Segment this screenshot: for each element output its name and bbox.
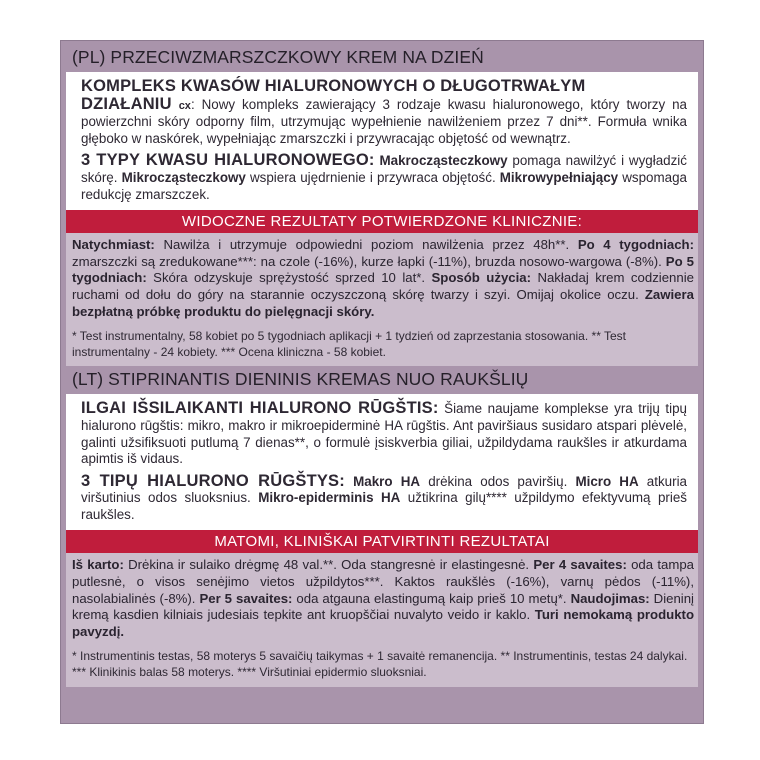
pl-type-micro: Mikrocząsteczkowy xyxy=(121,169,246,185)
pl-results-text xyxy=(66,233,698,324)
pl-usage-label: Sposób użycia: xyxy=(431,270,531,286)
lt-free-sample: Turi nemokamą produkto pavyzdį. xyxy=(72,607,695,639)
lt-result-label-2: Per 4 savaites: xyxy=(533,557,627,573)
lt-result-label-1: Iš karto: xyxy=(72,557,124,573)
lt-result-label-3: Per 5 savaites: xyxy=(199,590,293,606)
lt-type-epidermal: Mikro-epiderminis HA xyxy=(258,490,401,506)
lt-usage-text: Dieninį kremą kasdien kilniais judesiais tepkite ant kruopščiai nuvalyto veido ir kaklo. xyxy=(72,590,694,623)
pl-result-label-2: Po 4 tygodniach: xyxy=(577,237,694,253)
pl-type-micro-text: wspiera ujędrnienie i przywraca objętość. xyxy=(245,169,500,185)
pl-complex-title-cont: DZIAŁANIU xyxy=(81,94,172,113)
pl-section-heading: (PL) PRZECIWZMARSZCZKOWY KREM NA DZIEŃ xyxy=(72,47,484,67)
lt-type-micro: Micro HA xyxy=(575,473,639,489)
lt-acid-title: ILGAI IŠSILAIKANTI HIALURONO RŪGŠTIS: xyxy=(81,399,439,418)
lt-type-micro-text: atkuria viršutinius odos sluoksnius. xyxy=(81,473,687,506)
lt-section-heading: (LT) STIPRINANTIS DIENINIS KREMAS NUO RAUKŠLIŲ xyxy=(72,369,529,390)
lt-results-band: MATOMI, KLINIŠKAI PATVIRTINTI REZULTATAI xyxy=(66,530,698,553)
pl-complex-title: KOMPLEKS KWASÓW HIALURONOWYCH O DŁUGOTRWAŁYM xyxy=(81,77,586,95)
lt-acid-text: Šiame naujame komplekse yra trijų tipų hialurono rūgštis: mikro, makro ir mikroepiderminė HA rūgštis. Ant paviršiaus susidaro atspari plėvelė, galinti užsifiksuoti putlumą 7 dienas**, o formulė įsiskverbia giliai, užpildydama raukšles ir atkurdama apimtis iš vidaus. xyxy=(81,401,687,467)
pl-type-filler: Mikrowypełniający xyxy=(499,169,619,185)
lt-description-box xyxy=(66,394,698,530)
lt-footnote-text: * Instrumentinis testas, 58 moterys 5 savaičių taikymas + 1 savaitė remanencija. ** Instrumentinis, testas 24 dalykai. *** Klinikinis balas 58 moterys. **** Viršutiniai epidermio sluoksniai. xyxy=(72,649,688,680)
product-info-panel xyxy=(60,40,704,724)
pl-description-box xyxy=(66,72,698,210)
pl-complex-text: : Nowy kompleks zawierający 3 rodzaje kwasu hialuronowego, który tworzy na powierzchni skóry odporny film, utrzymując wypełnienie nawilżeniem przez 7 dni**. Formuła wnika głęboko w naskórek, wypełniając zmarszczki i przywracając objętość od wewnątrz. xyxy=(81,96,687,146)
lt-type-macro: Makro HA xyxy=(353,473,421,489)
pl-types-paragraph xyxy=(81,152,687,203)
pl-result-label-3: Po 5 tygodniach: xyxy=(72,253,694,286)
pl-results-band: WIDOCZNE REZULTATY POTWIERDZONE KLINICZNIE: xyxy=(66,210,698,233)
pl-footnotes xyxy=(66,324,698,366)
lt-result-text-3: oda atgauna elastingumą kaip prieš 10 metų*. xyxy=(292,590,571,606)
lt-results-text xyxy=(66,553,698,644)
pl-result-label-1: Natychmiast: xyxy=(72,237,155,253)
lt-types-title: 3 TIPŲ HIALURONO RŪGŠTYS: xyxy=(81,471,345,490)
pl-free-sample: Zawiera bezpłatną próbkę produktu do pielęgnacji skóry. xyxy=(72,286,694,319)
lt-footnotes xyxy=(66,644,698,686)
lt-result-text-2: oda tampa putlesnė, o visos senėjimo vietos užpildytos***. Kaktos raukšlės (-16%), varnų pėdos (-11%), nasolabialinės (-8%). xyxy=(72,557,694,606)
lt-type-macro-text: drėkina odos paviršių. xyxy=(420,473,576,489)
lt-usage-label: Naudojimas: xyxy=(570,590,650,606)
lt-result-text-1: Drėkina ir sulaiko drėgmę 48 val.**. Oda stangresnė ir elastingesnė. xyxy=(123,557,534,573)
pl-type-macro-text: pomaga nawilżyć i wygładzić skórę. xyxy=(81,153,687,185)
pl-complex-code: cx xyxy=(178,99,191,112)
lt-acid-paragraph xyxy=(81,400,687,467)
pl-type-macro: Makrocząsteczkowy xyxy=(379,153,508,169)
pl-result-text-3: Skóra odzyskuje sprężystość sprzed 10 lat*. xyxy=(146,270,432,286)
pl-usage-text: Nakładaj krem codziennie ruchami od dołu do góry na starannie oczyszczoną skórę twarzy i szyi. Omijaj okolice oczu. xyxy=(72,270,694,302)
pl-complex-paragraph xyxy=(81,78,687,147)
pl-footnote-text: * Test instrumentalny, 58 kobiet po 5 tygodniach aplikacji + 1 tydzień od zaprzestania stosowania. ** Test instrumentalny - 24 kobiety. *** Ocena kliniczna - 58 kobiet. xyxy=(72,329,626,359)
pl-result-text-1: Nawilża i utrzymuje odpowiedni poziom nawilżenia przez 48h**. xyxy=(154,237,578,253)
pl-type-filler-text: wspomaga redukcję zmarszczek. xyxy=(81,169,687,202)
pl-result-text-2: zmarszczki są zredukowane***: na czole (-16%), kurze łapki (-11%), bruzda nosowo-wargowa (-8%). xyxy=(72,253,666,269)
lt-types-paragraph xyxy=(81,473,687,524)
pl-types-title: 3 TYPY KWASU HIALURONOWEGO: xyxy=(81,151,375,170)
lt-type-epidermal-text: užtikrina gilų**** užpildymo efektyvumą prieš raukšles. xyxy=(81,490,687,522)
